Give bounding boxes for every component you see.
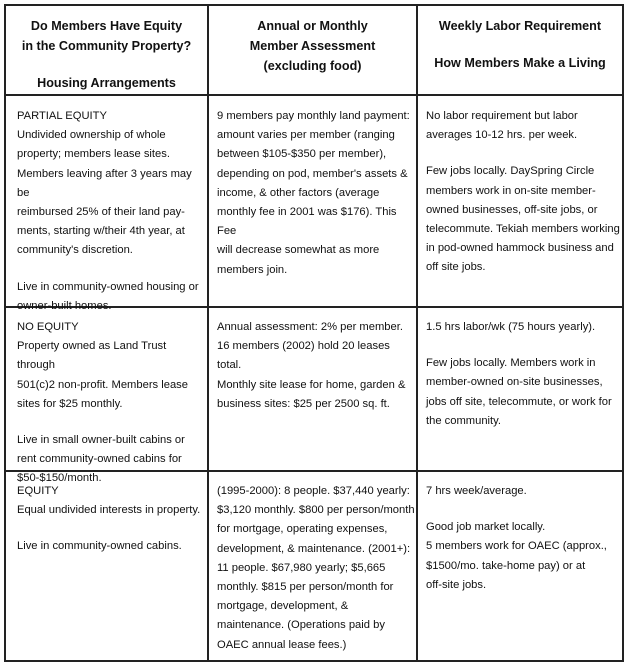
assessment-line: monthly. $815 per person/month for — [217, 581, 394, 594]
equity-title: EQUITY — [17, 485, 59, 497]
header-equity-line1: Do Members Have Equity — [30, 19, 183, 33]
header-assessment — [209, 16, 416, 76]
housing-line: Live in community-owned cabins. — [17, 540, 182, 553]
equity-line: reimbursed 25% of their land pay- — [17, 206, 185, 219]
row-partial-equity-equity-cell — [17, 107, 207, 316]
assessment-line: business sites: $25 per 2500 sq. ft. — [217, 397, 390, 410]
living-line: off site jobs. — [426, 261, 486, 274]
housing-line: owner-built homes. — [17, 299, 112, 312]
equity-line: Property owned as Land Trust through — [17, 340, 167, 372]
equity-line: community's discretion. — [17, 244, 133, 257]
equity-line: sites for $25 monthly. — [17, 397, 123, 410]
assessment-line: for mortgage, operating expenses, — [217, 523, 388, 536]
assessment-line: 16 members (2002) hold 20 leases total. — [217, 340, 390, 372]
table-border-bottom — [4, 660, 624, 662]
assessment-line: $3,120 monthly. $800 per person/month — [217, 504, 415, 517]
assessment-line: 11 people. $67,980 yearly; $5,665 — [217, 561, 386, 574]
equity-title: PARTIAL EQUITY — [17, 110, 107, 122]
header-assessment-line3: (excluding food) — [263, 59, 362, 73]
column-divider-2 — [416, 4, 418, 662]
living-line: members work in on-site member- — [426, 184, 596, 197]
labor-line: 7 hrs week/average. — [426, 485, 527, 497]
living-line: Good job market locally. — [426, 521, 546, 534]
assessment-line: (1995-2000): 8 people. $37,440 yearly: — [217, 485, 410, 497]
assessment-line: OAEC annual lease fees.) — [217, 638, 347, 651]
assessment-line: mortgage, development, & — [217, 600, 349, 613]
assessment-line: between $105-$350 per member), — [217, 148, 387, 161]
living-line: in pod-owned hammock business and — [426, 242, 614, 255]
row-no-equity-labor-cell — [426, 318, 622, 431]
living-line: 5 members work for OAEC (approx., — [426, 540, 607, 553]
assessment-line: 9 members pay monthly land payment: — [217, 110, 410, 122]
row-equity-labor-cell — [426, 482, 622, 595]
header-assessment-line2: Member Assessment — [249, 39, 376, 53]
housing-line: Live in community-owned housing or — [17, 280, 199, 293]
labor-line: averages 10-12 hrs. per week. — [426, 129, 578, 142]
labor-line: 1.5 hrs labor/wk (75 hours yearly). — [426, 321, 596, 333]
header-equity-line2: in the Community Property? — [21, 39, 192, 53]
assessment-line: income, & other factors (average — [217, 186, 380, 199]
equity-line: 501(c)2 non-profit. Members lease — [17, 378, 188, 391]
labor-line: No labor requirement but labor — [426, 110, 578, 122]
living-line: $1500/mo. take-home pay) or at — [426, 559, 586, 572]
table-border-left — [4, 4, 6, 662]
assessment-line: monthly fee in 2001 was $176). This Fee — [217, 206, 397, 238]
living-line: member-owned on-site businesses, — [426, 376, 603, 389]
assessment-line: Annual assessment: 2% per member. — [217, 321, 403, 333]
header-equity — [6, 16, 207, 93]
row-equity-equity-cell — [17, 482, 207, 557]
living-line: jobs off site, telecommute, or work for — [426, 395, 612, 408]
living-line: telecommute. Tekiah members working — [426, 223, 620, 236]
equity-line: Equal undivided interests in property. — [17, 504, 201, 517]
header-labor-line1: Weekly Labor Requirement — [438, 19, 602, 33]
table-border-right — [622, 4, 624, 662]
header-labor — [418, 16, 622, 73]
housing-line: rent community-owned cabins for — [17, 453, 182, 466]
living-line: the community. — [426, 414, 502, 427]
header-housing: Housing Arrangements — [37, 76, 176, 90]
row-no-equity-assessment-cell — [217, 318, 416, 414]
living-line: Few jobs locally. DaySpring Circle — [426, 165, 595, 178]
equity-line: Members leaving after 3 years may be — [17, 167, 192, 199]
header-living: How Members Make a Living — [434, 56, 606, 70]
assessment-line: amount varies per member (ranging — [217, 129, 395, 142]
living-line: off-site jobs. — [426, 578, 487, 591]
assessment-line: development, & maintenance. (2001+): — [217, 542, 411, 555]
assessment-line: members join. — [217, 263, 288, 276]
comparison-table — [4, 4, 624, 662]
header-assessment-line1: Annual or Monthly — [257, 19, 368, 33]
housing-line: Live in small owner-built cabins or — [17, 434, 185, 447]
row-partial-equity-labor-cell — [426, 107, 622, 278]
assessment-line: Monthly site lease for home, garden & — [217, 378, 406, 391]
equity-title: NO EQUITY — [17, 321, 79, 333]
equity-line: Undivided ownership of whole — [17, 129, 166, 142]
header-divider — [4, 94, 624, 96]
living-line: Few jobs locally. Members work in — [426, 357, 596, 370]
row-equity-assessment-cell — [217, 482, 416, 655]
column-divider-1 — [207, 4, 209, 662]
living-line: owned businesses, off-site jobs, or — [426, 203, 598, 216]
table-border-top — [4, 4, 624, 6]
equity-line: ments, starting w/their 4th year, at — [17, 225, 185, 238]
assessment-line: will decrease somewhat as more — [217, 244, 380, 257]
assessment-line: maintenance. (Operations paid by — [217, 619, 385, 632]
equity-line: property; members lease sites. — [17, 148, 170, 161]
assessment-line: depending on pod, member's assets & — [217, 167, 408, 180]
housing-line: $50-$150/month. — [17, 472, 102, 485]
row-partial-equity-assessment-cell — [217, 107, 416, 280]
row-no-equity-equity-cell — [17, 318, 207, 489]
